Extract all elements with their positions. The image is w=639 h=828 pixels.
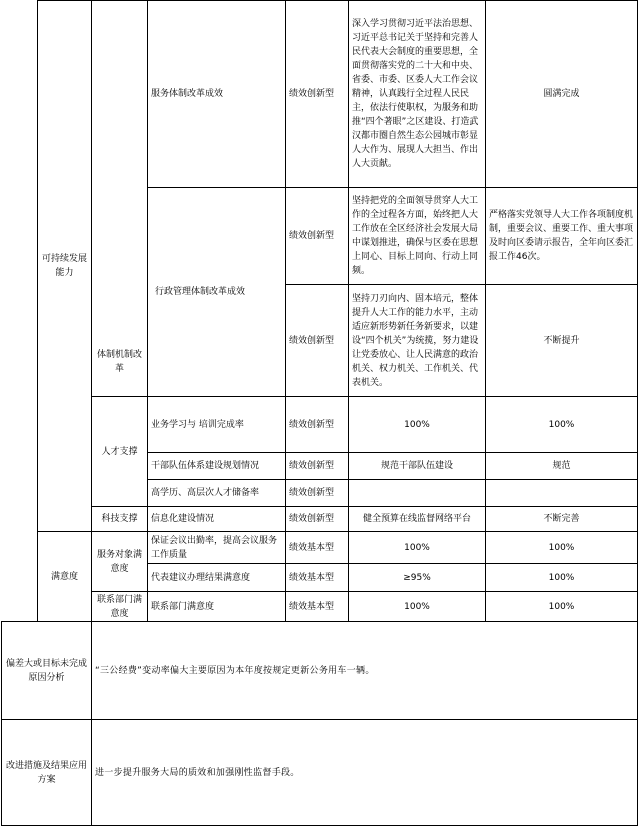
sub-talent: 人才支撑 (92, 397, 148, 507)
type-cell: 绩效创新型 (286, 1, 349, 188)
indicator-cell: 代表建议办理结果满意度 (148, 564, 286, 592)
result-cell (486, 480, 638, 507)
sub-tech: 科技支撑 (92, 507, 148, 532)
table-row (2, 397, 638, 453)
result-cell: 100% (486, 532, 638, 564)
target-cell: 坚持刀刃向内、固本培元，整体提升人大工作的能力水平，主动适应新形势新任务新要求，以建设“四个机关”为统揽，努力建设让党委放心、让人民满意的政治机关、权力机关、工作机关、代表机关。 (349, 285, 486, 397)
result-cell: 不断提升 (486, 285, 638, 397)
analysis-text: “三公经费”变动率偏大主要原因为本年度按规定更新公务用车一辆。 (92, 622, 638, 720)
result-cell: 100% (486, 592, 638, 622)
table-row (2, 1, 638, 188)
target-cell: 深入学习贯彻习近平法治思想、习近平总书记关于坚持和完善人民代表大会制度的重要思想，全面贯彻落实党的二十大和中央、省委、市委、区委人大工作会议精神，认真践行全过程人民民主，依法行使职权，为服务和助推“四个著眼”之区建设、打造武汉都市圈自然生态公园城市彰显人大作为、展现人大担当、作出人大贡献。 (349, 1, 486, 188)
target-cell (349, 480, 486, 507)
type-cell: 绩效基本型 (286, 592, 349, 622)
result-cell: 规范 (486, 453, 638, 480)
indicator-cell: 联系部门满意度 (148, 592, 286, 622)
indicator-cell: 干部队伍体系建设规划情况 (148, 453, 286, 480)
target-cell: 坚持把党的全面领导贯穿人大工作的全过程各方面，始终把人大工作放在全区经济社会发展大局中谋划推进，确保与区委在思想上同心、目标上同向、行动上同频。 (349, 188, 486, 285)
type-cell: 绩效创新型 (286, 397, 349, 453)
result-cell: 100% (486, 564, 638, 592)
sub-dept: 联系部门满意度 (92, 592, 148, 622)
target-cell: 规范干部队伍建设 (349, 453, 486, 480)
indicator-cell: 信息化建设情况 (148, 507, 286, 532)
type-cell: 绩效创新型 (286, 285, 349, 397)
table-row (2, 720, 638, 826)
type-cell: 绩效创新型 (286, 188, 349, 285)
table-row (2, 507, 638, 532)
type-cell: 绩效创新型 (286, 453, 349, 480)
result-cell: 100% (486, 397, 638, 453)
indicator-cell: 服务体制改革成效 (148, 1, 286, 188)
dimension-satisfaction: 满意度 (38, 532, 92, 622)
result-cell: 不断完善 (486, 507, 638, 532)
sub-reform: 体制机制改革 (92, 1, 148, 397)
improve-text: 进一步提升服务大局的质效和加强刚性监督手段。 (92, 720, 638, 826)
indicator-cell: 保证会议出勤率，提高会议服务工作质量 (148, 532, 286, 564)
target-cell: 100% (349, 397, 486, 453)
result-cell: 严格落实党领导人大工作各项制度机制，重要会议、重要工作、重大事项及时向区委请示报告，全年向区委汇报工作46次。 (486, 188, 638, 285)
result-cell: 圆满完成 (486, 1, 638, 188)
improve-label: 改进措施及结果应用方案 (2, 720, 92, 826)
analysis-label: 偏差大或目标未完成原因分析 (2, 622, 92, 720)
blank-cell (2, 1, 38, 622)
dimension-sustain: 可持续发展能力 (38, 1, 92, 532)
type-cell: 绩效基本型 (286, 564, 349, 592)
type-cell: 绩效创新型 (286, 480, 349, 507)
sub-service-target: 服务对象满意度 (92, 532, 148, 592)
table-row (2, 622, 638, 720)
indicator-cell: 业务学习与 培训完成率 (148, 397, 286, 453)
type-cell: 绩效基本型 (286, 532, 349, 564)
target-cell: 100% (349, 592, 486, 622)
type-cell: 绩效创新型 (286, 507, 349, 532)
target-cell: 健全预算在线监督网络平台 (349, 507, 486, 532)
target-cell: ≥95% (349, 564, 486, 592)
table-row (2, 532, 638, 564)
target-cell: 100% (349, 532, 486, 564)
indicator-cell: 行政管理体制改革成效 (148, 188, 286, 397)
performance-table (1, 0, 638, 826)
table-row (2, 592, 638, 622)
indicator-cell: 高学历、高层次人才储备率 (148, 480, 286, 507)
